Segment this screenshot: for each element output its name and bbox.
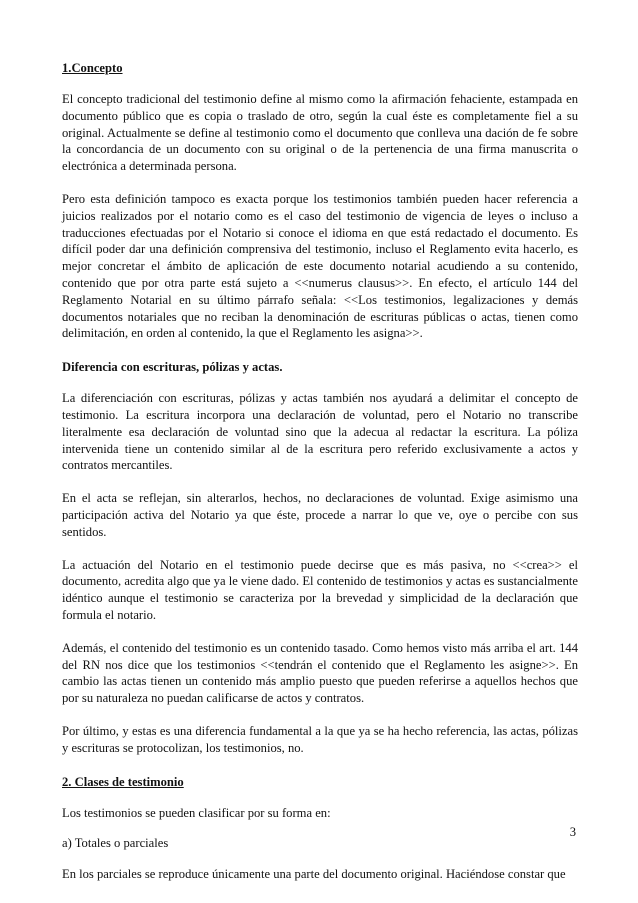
paragraph-definition-scope: Pero esta definición tampoco es exacta porque los testimonios también pueden hacer referencia a juicios realizados por el notario como es el caso del testimonio de vigencia de leyes o incluso a traducciones efectuadas por el Notario si conoce el idioma en que está redactado el documento. Es difícil poder dar una definición comprensiva del testimonio, incluso el Reglamento evita hacerlo, es mejor concretar el ámbito de aplicación de este documento notarial acudiendo a su contenido, contenido que por otra parte está sujeto a <<numerus clausus>>. En efecto, el artículo 144 del Reglamento Notarial en su último párrafo señala: <<Los testimonios, legalizaciones y demás documentos notariales que no reciban la denominación de escrituras públicas o actas, tienen como delimitación, en orden al contenido, la que el Reglamento les asigna>>. (62, 191, 578, 341)
list-item-totales-parciales: a) Totales o parciales (62, 836, 169, 851)
paragraph-contenido-tasado: Además, el contenido del testimonio es un contenido tasado. Como hemos visto más arriba el art. 144 del RN nos dice que los testimonios <<tendrán el contenido que el Reglamento les asigne>>. En cambio las actas tienen un contenido más amplio puesto que pueden referirse a aquellos hechos que por su naturaleza no puedan calificarse de actos y contratos. (62, 640, 578, 706)
paragraph-diferenciacion: La diferenciación con escrituras, pólizas y actas también nos ayudará a delimitar el concepto de testimonio. La escritura incorpora una declaración de voluntad, pero el Notario no transcribe literalmente esa declaración de voluntad sino que la adecua al redactar la escritura. La póliza intervenida tiene un contenido similar al de la escritura pero referido exclusivamente a actos y contratos mercantiles. (62, 391, 578, 473)
paragraph-protocolizacion: Por último, y estas es una diferencia fundamental a la que ya se ha hecho referencia, las actas, pólizas y escrituras se protocolizan, los testimonios, no. (62, 723, 578, 755)
paragraph-acta: En el acta se reflejan, sin alterarlos, hechos, no declaraciones de voluntad. Exige asimismo una participación activa del Notario ya que éste, procede a narrar lo que ve, oye o percibe con sus sentidos. (62, 491, 578, 539)
document-page (62, 59, 578, 899)
section-heading-diferencia: Diferencia con escrituras, pólizas y actas. (62, 360, 283, 375)
paragraph-actuacion-notario: La actuación del Notario en el testimonio puede decirse que es más pasiva, no <<crea>> el documento, acredita algo que ya le viene dado. El contenido de testimonios y actas es sustancialmente idéntico aunque el testimonio se caracteriza por la brevedad y simplicidad de la declaración que formula el notario. (62, 557, 578, 622)
paragraph-definition-traditional: El concepto tradicional del testimonio define al mismo como la afirmación fehaciente, estampada en documento público que es copia o traslado de otro, según la cual éste es completamente fiel a su original. Actualmente se define al testimonio como el documento que conlleva una dación de fe sobre la concordancia de un documento con su original o de la pertenencia de una firma manuscrita o electrónica a determinada persona. (62, 92, 578, 174)
page-number: 3 (569, 825, 576, 839)
paragraph-parciales: En los parciales se reproduce únicamente una parte del documento original. Haciéndose constar que (62, 867, 566, 882)
paragraph-clasificacion: Los testimonios se pueden clasificar por su forma en: (62, 805, 331, 820)
section-heading-clases: 2. Clases de testimonio (62, 774, 184, 789)
section-heading-concepto: 1.Concepto (62, 61, 123, 75)
